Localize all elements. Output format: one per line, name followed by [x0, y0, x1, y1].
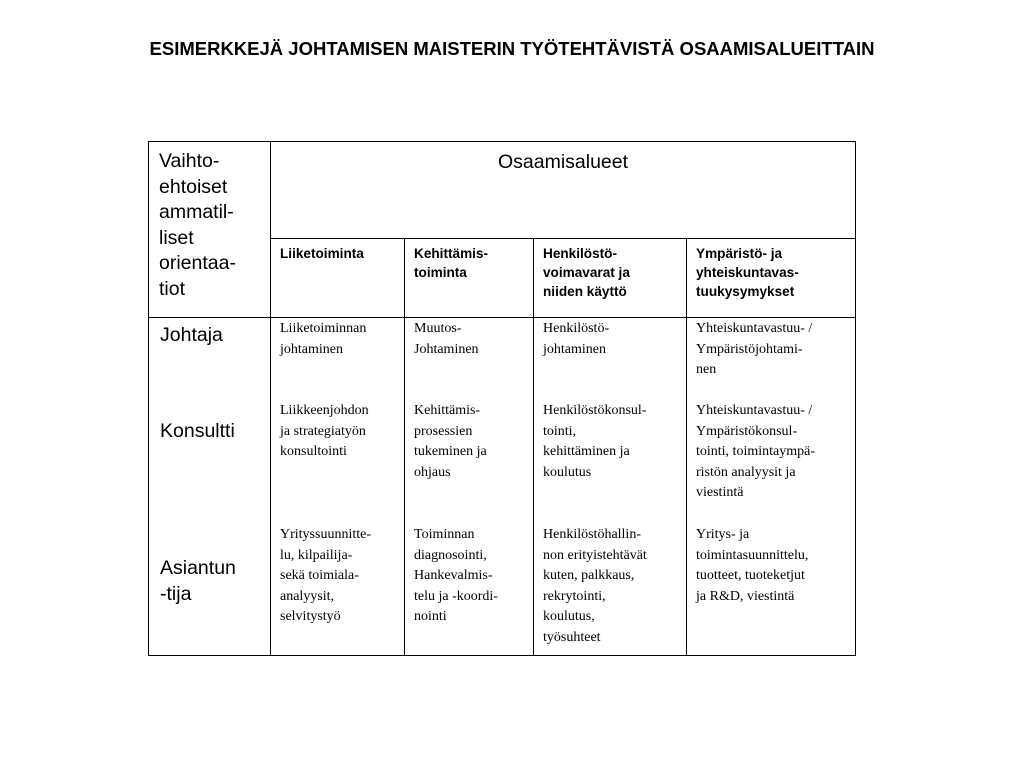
- hr-expert-entry: Henkilöstöhallin- non erityistehtävät kuten, palkkaus, rekrytointi, koulutus, työsuhteet: [543, 527, 647, 645]
- role-consultant: Konsultti: [160, 420, 235, 442]
- role-manager: Johtaja: [160, 324, 223, 346]
- hr-manager-entry: Henkilöstö- johtaminen: [543, 321, 610, 357]
- business-expert-entry: Yrityssuunnitte- lu, kilpailija- sekä toimiala- analyysit, selvitystyö: [280, 527, 371, 625]
- environment-expert-entry: Yritys- ja toimintasuunnittelu, tuotteet, tuoteketjut ja R&D, viestintä: [696, 527, 809, 604]
- environment-manager-entry: Yhteiskuntavastuu- / Ympäristöjohtami- nen: [696, 321, 813, 378]
- orientations-header-cell: [149, 142, 271, 318]
- development-column-cell: [405, 318, 534, 656]
- business-consultant-entry: Liikkeenjohdon ja strategiatyön konsultointi: [280, 403, 369, 460]
- development-expert-entry: Toiminnan diagnosointi, Hankevalmis- telu ja -koordi- nointi: [414, 527, 498, 625]
- orientations-header-text: Vaihto- ehtoiset ammatil- liset orientaa- tiot: [159, 150, 236, 300]
- development-consultant-entry: Kehittämis- prosessien tukeminen ja ohjaus: [414, 403, 487, 480]
- business-column-cell: [271, 318, 405, 656]
- column-header-environment-society: Ympäristö- ja yhteiskuntavas- tuukysymykset: [687, 239, 856, 318]
- column-header-human-resources: Henkilöstö- voimavarat ja niiden käyttö: [534, 239, 687, 318]
- roles-cell: [149, 318, 271, 656]
- column-header-development: Kehittämis- toiminta: [405, 239, 534, 318]
- hr-consultant-entry: Henkilöstökonsul- tointi, kehittäminen ja koulutus: [543, 403, 647, 480]
- page-title: ESIMERKKEJÄ JOHTAMISEN MAISTERIN TYÖTEHTÄVISTÄ OSAAMISALUEITTAIN: [149, 38, 875, 59]
- development-manager-entry: Muutos- Johtaminen: [414, 321, 479, 357]
- environment-column-cell: [687, 318, 856, 656]
- business-manager-entry: Liiketoiminnan johtaminen: [280, 321, 367, 357]
- competence-table: [148, 141, 856, 656]
- hr-column-cell: [534, 318, 687, 656]
- environment-consultant-entry: Yhteiskuntavastuu- / Ympäristökonsul- tointi, toimintaympä- ristön analyysit ja viestintä: [696, 403, 815, 501]
- column-header-business: Liiketoiminta: [271, 239, 405, 318]
- role-expert: Asiantun -tija: [160, 557, 236, 605]
- competence-areas-header: Osaamisalueet: [271, 142, 856, 239]
